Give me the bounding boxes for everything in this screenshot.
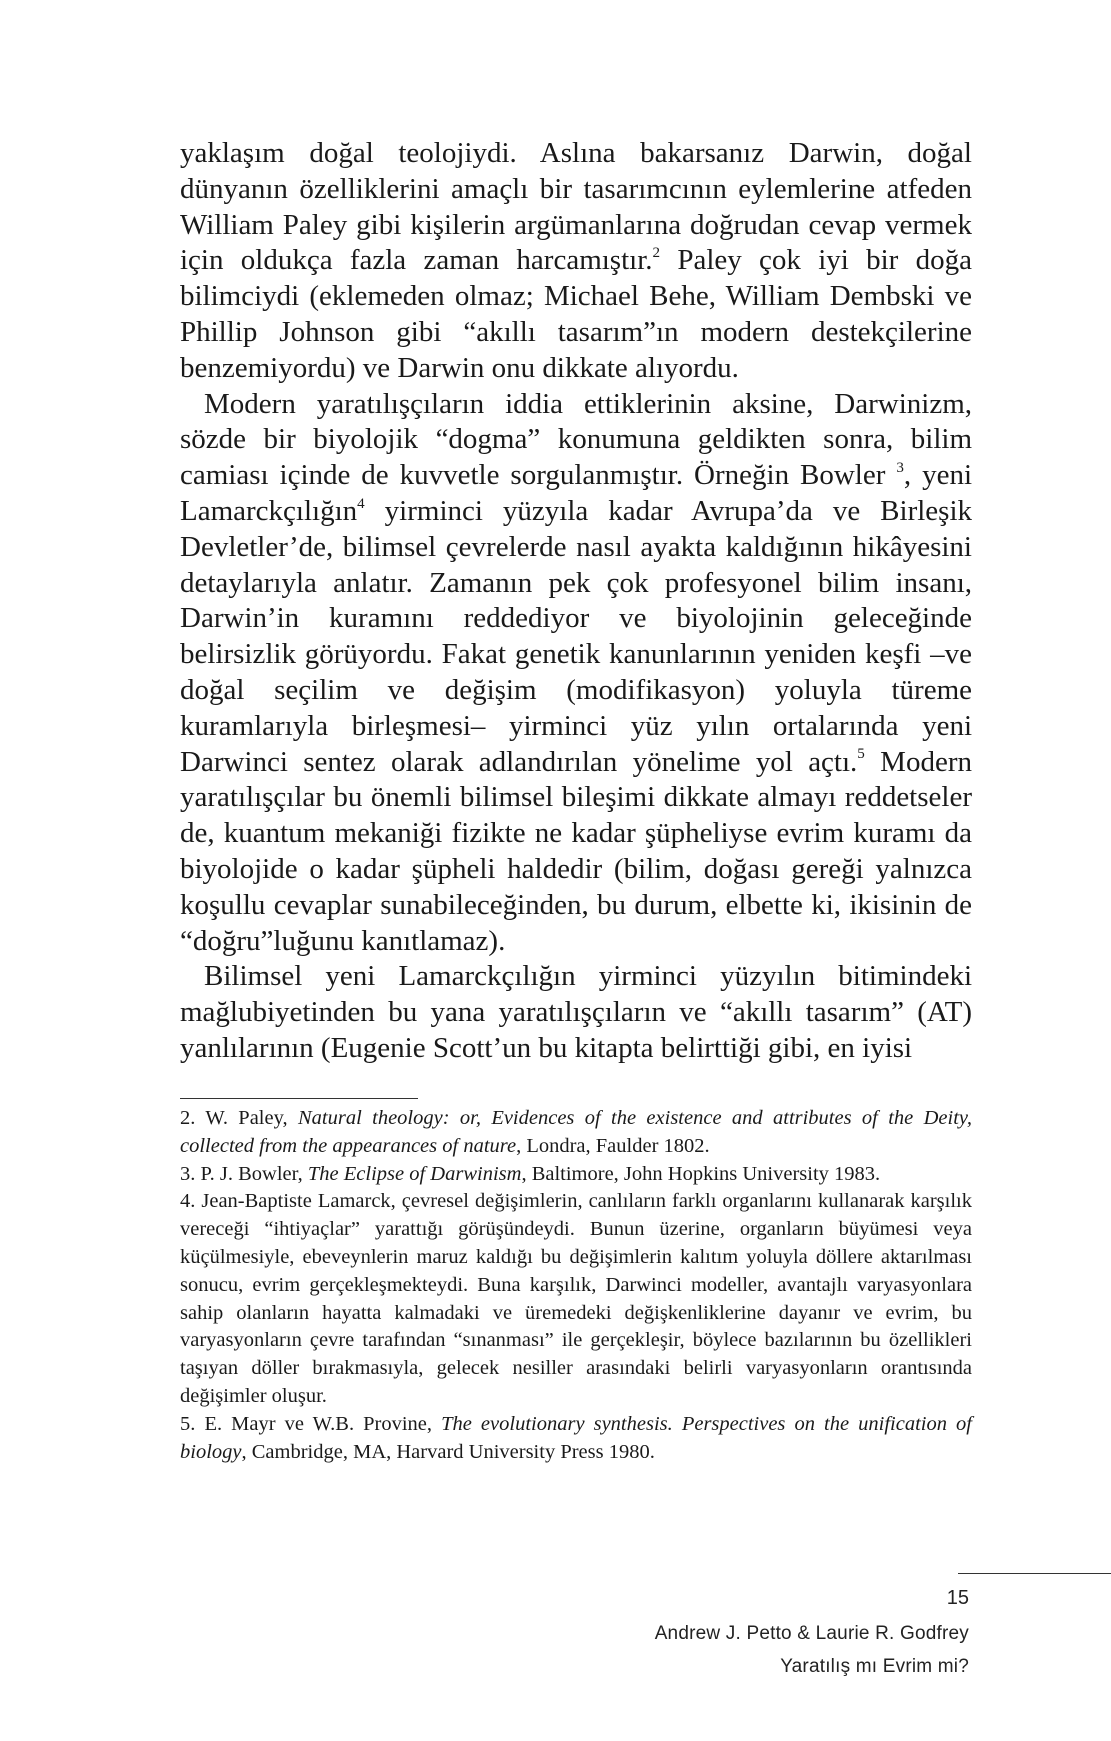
footnote-ref-2[interactable]: 2 [652,245,661,262]
footnote-3-text-b: , Baltimore, John Hopkins University 1983. [521,1162,881,1185]
footnote-3 [180,1161,972,1189]
running-footer-book-title: Yaratılış mı Evrim mi? [780,1656,969,1677]
footnote-5-text-b: , Cambridge, MA, Harvard University Press 1980. [241,1440,655,1463]
paragraph-3: Bilimsel yeni Lamarckçılığın yirminci yüzyılın bitimindeki mağlubiyetinden bu yana yaratılışçıların ve “akıllı tasarım” (AT) yanlılarının (Eugenie Scott’un bu kitapta belirttiği gibi, en iyisi [180,960,972,1064]
running-footer-authors: Andrew J. Petto & Laurie R. Godfrey [654,1623,969,1644]
footnote-3-title: The Eclipse of Darwinism [307,1162,522,1185]
paragraph-2-text-b: , yeni Lamarckçılığın [180,459,972,527]
footer-divider [958,1573,1111,1574]
main-text [180,136,972,1067]
footnote-2-text-b: , Londra, Faulder 1802. [516,1134,710,1157]
page-number: 15 [946,1587,969,1609]
footnote-5-text-a: 5. E. Mayr ve W.B. Provine, [180,1412,442,1435]
footnote-4: 4. Jean-Baptiste Lamarck, çevresel değişimlerin, canlıların farklı organlarını kullanarak karşılık vereceği “ihtiyaçlar” yarattığı görüşündeydi. Bunun üzerine, organların büyümesi veya küçülmesiyle, ebeveynlerin maruz kaldığı bu değişimlerin kalıtım yoluyla döllere aktarılması sonucu, evrim gerçekleşmekteydi. Buna karşılık, Darwinci modeller, avantajlı varyasyonlara sahip olanların hayatta kalmadaki ve üremedeki değişkenliklerine dayanır ve evrim, bu varyasyonların çevre tarafından “sınanması” ile gerçekleşir, böylece bazılarının bu özellikleri taşıyan döller bırakmasıyla, gelecek nesiller arasındaki belirli varyasyonların orantısında değişimler oluşur. [180,1190,972,1407]
footnote-5-title: The evolutionary synthesis. Perspectives on the unification of biology [180,1412,972,1463]
paragraph-2 [180,387,972,960]
footnote-ref-3[interactable]: 3 [896,460,904,477]
footnote-3-text-a: 3. P. J. Bowler, [180,1162,308,1185]
paragraph-1-text-a: yaklaşım doğal teolojiydi. Aslına bakarsanız Darwin, doğal dünyanın özelliklerini amaçlı bir tasarımcının eylemlerine atfeden William Paley gibi kişilerin argümanlarına doğrudan cevap vermek için oldukça fazla zaman harcamıştır. [180,137,972,277]
paragraph-2-text-d: Modern yaratılışçılar bu önemli bilimsel bileşimi dikkate almayı reddetseler de, kuantum mekaniği fizikte ne kadar şüpheliyse evrim kuramı da biyolojide o kadar şüpheli haldedir (bilim, doğası gereği yalnızca koşullu cevaplar sunabileceğinden, bu durum, elbette ki, ikisinin de “doğru”luğunu kanıtlamaz). [180,745,972,957]
paragraph-1-text-b: Paley çok iyi bir doğa bilimciydi (eklemeden olmaz; Michael Behe, William Dembski ve Phillip Johnson gibi “akıllı tasarım”ın modern destekçilerine benzemiyordu) ve Darwin onu dikkate alıyordu. [180,244,972,384]
footnotes [180,1105,972,1466]
paragraph-2-text-c: yirminci yüzyıla kadar Avrupa’da ve Birleşik Devletler’de, bilimsel çevrelerde nasıl ayakta kaldığının hikâyesini detaylarıyla anlatır. Zamanın pek çok profesyonel bilim insanı, Darwin’in kuramını reddediyor ve biyolojinin geleceğinde belirsizlik görüyordu. Fakat genetik kanunlarının yeniden keşfi –ve doğal seçilim ve değişim (modifikasyon) yoluyla türeme kuramlarıyla birleşmesi– yirminci yüz yılın ortalarında yeni Darwinci sentez olarak adlandırılan yönelime yol açtı. [180,494,972,778]
footnote-2-title: Natural theology: or, Evidences of the existence and attributes of the Deity, collected from the appearances of nature [180,1107,972,1157]
paragraph-1 [180,136,972,387]
footnote-divider [180,1098,418,1099]
footnote-ref-5[interactable]: 5 [857,746,865,763]
paragraph-2-text-a: Modern yaratılışçıların iddia ettiklerinin aksine, Darwinizm, sözde bir biyolojik “dogma” konumuna geldikten sonra, bilim camiası içinde de kuvvetle sorgulanmıştır. Örneğin Bowler [180,387,972,492]
footnote-5 [180,1411,972,1467]
footnote-2-text-a: 2. W. Paley, [180,1107,298,1129]
footnote-2 [180,1105,972,1161]
footnote-ref-4[interactable]: 4 [357,495,365,512]
